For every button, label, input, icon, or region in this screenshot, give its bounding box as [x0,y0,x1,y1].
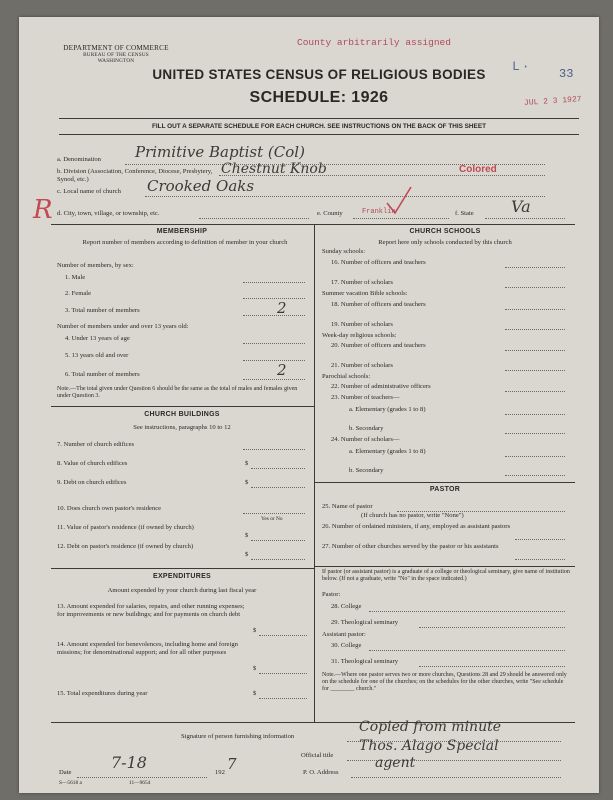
signature-value: Copied from minute [359,719,502,735]
pastor-inner-rule [314,566,575,567]
q24a-label: a. Elementary (grades 1 to 8) [349,448,426,455]
file-mark: L· [512,59,532,74]
schools-heading: CHURCH SCHOOLS [409,228,481,235]
q11-dollar: $ [245,532,249,539]
bureau-city: WASHINGTON [97,58,135,64]
q6-total-label: 6. Total number of members [65,371,140,378]
q22-line [505,391,565,392]
department-block [51,44,181,64]
members-by-sex-label: Number of members, by sex: [57,262,134,269]
expenditures-instruction: Amount expended by your church during last fiscal year [107,587,257,594]
colored-stamp: Colored [459,164,497,175]
buildings-instruction: See instructions, paragraphs 10 to 12 [133,424,231,431]
q9-debt-label: 9. Debt on church edifices [57,479,127,486]
state-value: Va [511,197,531,216]
pastor-heading: PASTOR [429,486,461,493]
q24b-line [505,475,565,476]
city-label: d. City, town, village, or township, etc. [57,210,160,217]
q31-label: 31. Theological seminary [331,658,399,665]
q10-yes-no-hint: Yes or No [261,516,283,522]
q8-line [251,468,305,469]
bureau-name: BUREAU OF THE CENSUS [83,52,149,58]
membership-instruction: Report number of members according to definition of member in your church [82,239,288,246]
q14-line [259,673,307,674]
q30-line [369,650,565,651]
denomination-label: a. Denomination [57,156,101,163]
q7-edifices-label: 7. Number of church edifices [57,441,135,448]
q25-hint: (If church has no pastor, write "None") [361,512,464,519]
q4-line [243,343,305,344]
department-name: DEPARTMENT OF COMMERCE [63,44,169,52]
q12-dollar: $ [245,551,249,558]
q20-line [505,350,565,351]
form-instruction: FILL OUT A SEPARATE SCHEDULE FOR EACH CHURCH. SEE INSTRUCTIONS ON THE BACK OF THIS SHEET [152,123,486,130]
po-address-value: agent [375,755,416,771]
q2-line [243,298,305,299]
q30-label: 30. College [331,642,362,649]
pastor-sublabel: Pastor: [322,591,341,598]
q23b-label: b. Secondary [349,425,384,432]
q6-value: 2 [277,361,287,379]
q15-dollar: $ [253,690,257,697]
po-address-label: P. O. Address [303,769,339,776]
q21-label: 21. Number of scholars [331,362,393,369]
q3-total-label: 3. Total number of members [65,307,140,314]
year-value: 7 [227,755,237,773]
q18-label: 18. Number of officers and teachers [331,301,426,308]
q12-residence-debt-label: 12. Debt on pastor's residence (if owned by church) [57,543,194,550]
q27-line [515,559,565,560]
weekday-schools-label: Week-day religious schools: [322,332,397,339]
q22-label: 22. Number of administrative officers [331,383,431,390]
q3-value: 2 [277,299,287,317]
pastor-education-intro: If pastor (or assistant pastor) is a graduate of a college or theological seminary, give name of institution below. (If not a graduate, write "No" in the space indicated.) [322,569,570,583]
q10-line [243,513,305,514]
serial-number: 33 [559,67,574,81]
division-label: b. Division (Association, Conference, Diocese, Presbytery, Synod, etc.) [57,168,213,183]
q8-dollar: $ [245,460,249,467]
date-value: 7-18 [111,753,147,772]
form-number: S—5618 a [59,780,82,786]
q23b-line [505,433,565,434]
q13-running-expenses-label: 13. Amount expended for salaries, repairs, and other running expenses; for improvements or new buildings; and for payments on church debt [57,603,245,618]
local-name-line [145,196,545,197]
q13-dollar: $ [253,627,257,634]
q14-benevolences-label: 14. Amount expended for benevolences, including home and foreign missions; for denominational support; and for all other purposes [57,641,238,656]
q21-line [505,370,565,371]
q5-over13-label: 5. 13 years old and over [65,352,129,359]
census-schedule-sheet [19,17,599,793]
q1-line [243,282,305,283]
margin-r-mark: R [33,195,53,225]
local-name-value: Crooked Oaks [147,177,255,195]
parochial-schools-label: Parochial schools: [322,373,371,380]
q24a-line [505,456,565,457]
signature-label: Signature of person furnishing information [181,733,295,740]
q31-line [419,666,565,667]
q24b-label: b. Secondary [349,467,384,474]
official-title-label: Official title [301,752,334,759]
county-line [353,218,449,219]
expenditures-rule [51,568,314,569]
q23a-line [505,414,565,415]
date-line [77,777,207,778]
q11-residence-value-label: 11. Value of pastor's residence (if owned by church) [57,524,194,531]
q9-line [251,487,305,488]
assistant-sublabel: Assistant pastor: [322,631,366,638]
q20-label: 20. Number of officers and teachers [331,342,426,349]
schools-instruction: Report here only schools conducted by this church [378,239,512,246]
city-line [199,218,309,219]
year-prefix: 192 [215,769,225,776]
q26-line [515,539,565,540]
q15-line [259,698,307,699]
q8-value-label: 8. Value of church edifices [57,460,128,467]
division-value: Chestnut Knob [221,161,327,177]
q16-line [505,267,565,268]
q2-female-label: 2. Female [65,290,92,297]
county-label: e. County [317,210,343,217]
q16-label: 16. Number of officers and teachers [331,259,426,266]
q4-under13-label: 4. Under 13 years of age [65,335,130,342]
q24-label: 24. Number of scholars— [331,436,400,443]
members-by-age-label: Number of members under and over 13 years old: [57,323,189,330]
county-value: Franklin [362,208,396,216]
summer-schools-label: Summer vacation Bible schools: [322,290,408,297]
q19-label: 19. Number of scholars [331,321,393,328]
membership-note: Note.—The total given under Question 6 should be the same as the total of males and females given under Question 3. [57,386,298,400]
date-label: Date [59,769,72,776]
pastor-rule [314,482,575,483]
q12-line [251,559,305,560]
section-top-rule [51,224,575,225]
official-title-value: Thos. Alago Special [359,738,499,754]
header-rule-top [59,118,579,119]
form-subtitle: SCHEDULE: 1926 [249,89,389,106]
sunday-schools-label: Sunday schools: [322,248,366,255]
q27-label: 27. Number of other churches served by the pastor or his assistants [322,543,499,550]
q29-line [419,627,565,628]
q11-line [251,540,305,541]
local-name-label: c. Local name of church [57,188,121,195]
q26-label: 26. Number of ordained ministers, if any, employed as assistant pastors [322,523,511,530]
q18-line [505,309,565,310]
q9-dollar: $ [245,479,249,486]
q1-male-label: 1. Male [65,274,86,281]
q17-line [505,287,565,288]
q28-label: 28. College [331,603,362,610]
q23-label: 23. Number of teachers— [331,394,400,401]
denomination-value: Primitive Baptist (Col) [135,143,305,161]
q25-label: 25. Name of pastor [322,503,373,510]
column-divider [314,224,315,722]
q13-line [259,635,307,636]
buildings-rule [51,406,314,407]
pastor-note: Note.—Where one pastor serves two or more churches, Questions 28 and 29 should be answered only on the schedule for one of the churches; on the schedules for the other churches, write "See schedule for ________ church." [322,672,567,693]
q17-label: 17. Number of scholars [331,279,393,286]
q28-line [369,611,565,612]
received-date-stamp: JUL 2 3 1927 [523,95,582,108]
q15-total-label: 15. Total expenditures during year [57,690,148,697]
membership-heading: MEMBERSHIP [156,228,208,235]
state-label: f. State [455,210,474,217]
county-assigned-stamp: County arbitrarily assigned [297,37,451,48]
buildings-heading: CHURCH BUILDINGS [144,411,220,418]
q3-line [243,315,305,316]
state-line [485,218,565,219]
q6-line [243,379,305,380]
form-number-2: 11—9654 [129,780,151,786]
po-address-line [351,777,561,778]
q23a-label: a. Elementary (grades 1 to 8) [349,406,426,413]
header-rule-bottom [59,134,579,135]
q19-line [505,329,565,330]
expenditures-heading: EXPENDITURES [152,573,212,580]
q7-line [243,449,305,450]
q5-line [243,360,305,361]
q14-dollar: $ [253,665,257,672]
q29-label: 29. Theological seminary [331,619,399,626]
form-title: UNITED STATES CENSUS OF RELIGIOUS BODIES [152,67,486,82]
q10-residence-label: 10. Does church own pastor's residence [57,505,162,512]
